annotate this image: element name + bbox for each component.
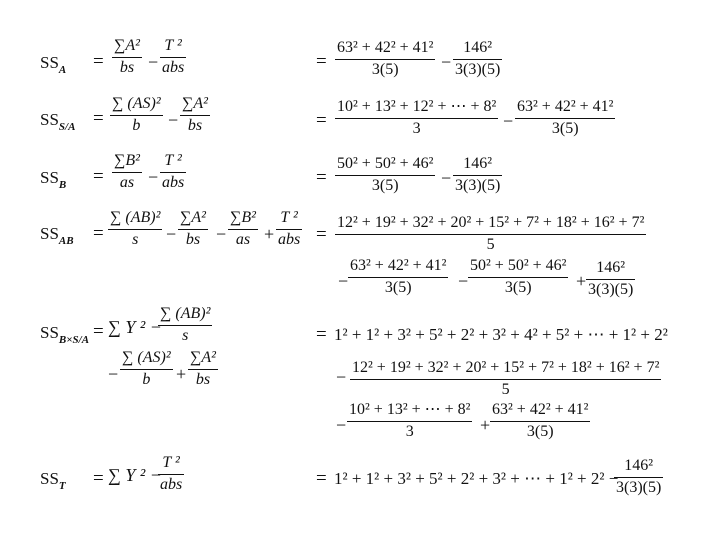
fraction: $\frac{\text{50² + 50² + 46²}}{3(5)}$	[337, 155, 434, 194]
equals-sign: =	[316, 324, 327, 345]
label-ss-t: $SS_T$	[40, 469, 66, 492]
fraction: $\frac{\text{146²}}{3(3)(5)}$	[588, 259, 634, 298]
fraction: T ² abs	[162, 152, 185, 191]
fraction: $\frac{\text{10² + 13² + 12² + ⋯ + 8²}}{3}$	[337, 98, 497, 137]
equals-sign: =	[93, 468, 104, 489]
operator: −	[108, 364, 119, 384]
fraction: $\frac{\text{∑B²}}{as}$	[114, 152, 140, 191]
fraction: T ² abs	[160, 454, 183, 493]
sum-y-squared: ∑ Y ² −	[108, 465, 162, 485]
expression-line: 1² + 1² + 3² + 5² + 2² + 3² + ⋯ + 1² + 2² −	[334, 469, 619, 488]
label-ss-b-x-s-a: $SS_{B\times S/A}$	[40, 323, 90, 346]
sum-y-squared: ∑ Y ² −	[108, 317, 162, 337]
fraction: $\frac{\text{50² + 50² + 46²}}{3(5)}$	[470, 257, 567, 296]
fraction: $\frac{\text{146²}}{3(3)(5)}$	[455, 39, 501, 78]
operator: −	[216, 224, 227, 244]
fraction: $\frac{\text{∑A²}}{bs}$	[190, 349, 216, 388]
operator: −	[336, 367, 347, 387]
equals-sign: =	[93, 51, 104, 72]
operator: −	[148, 52, 159, 72]
label-ss-b: $SS_B$	[40, 168, 67, 191]
fraction: $\frac{\text{63² + 42² + 41²}}{3(5)}$	[350, 257, 447, 296]
operator: −	[503, 111, 514, 131]
label-ss-a: $SS_A$	[40, 53, 67, 76]
operator: +	[264, 224, 275, 244]
operator: +	[576, 271, 587, 291]
operator: +	[176, 364, 187, 384]
fraction: $\frac{\text{10² + 13² + ⋯ + 8²}}{3}$	[349, 401, 471, 440]
equals-sign: =	[93, 321, 104, 342]
operator: −	[441, 52, 452, 72]
fraction: $\frac{\text{12² + 19² + 32² + 20² + 15² + 7² + 18² + 16² + 7²}}{5}$	[337, 214, 645, 253]
fraction: $\frac{\text{146²}}{3(3)(5)}$	[616, 457, 662, 496]
operator: −	[336, 415, 347, 435]
fraction: $\frac{\text{∑A²}}{bs}$	[182, 95, 208, 134]
operator: −	[166, 224, 177, 244]
fraction: $\frac{\text{∑ (AB)²}}{s}$	[160, 305, 211, 344]
equals-sign: =	[93, 223, 104, 244]
fraction: T ² abs	[162, 37, 185, 76]
operator: +	[480, 415, 491, 435]
equals-sign: =	[316, 51, 327, 72]
operator: −	[148, 167, 159, 187]
operator: −	[338, 271, 349, 291]
equals-sign: =	[316, 110, 327, 131]
fraction: $\frac{\text{146²}}{3(3)(5)}$	[455, 155, 501, 194]
label-ss-ab: $SS_{AB}$	[40, 224, 74, 247]
fraction: $\frac{\text{∑ (AS)²}}{b}$	[112, 95, 161, 134]
label-ss-s-a: $SS_{S/A}$	[40, 110, 76, 133]
fraction: $\frac{\text{∑B²}}{as}$	[230, 209, 256, 248]
fraction: $\frac{\text{12² + 19² + 32² + 20² + 15² + 7² + 18² + 16² + 7²}}{5}$	[352, 359, 660, 398]
operator: −	[458, 271, 469, 291]
equals-sign: =	[316, 468, 327, 489]
equals-sign: =	[93, 108, 104, 129]
fraction: $\frac{\text{∑ (AS)²}}{b}$	[122, 349, 171, 388]
fraction: $\frac{\text{∑A²}}{bs}$	[180, 209, 206, 248]
expression-line: 1² + 1² + 3² + 5² + 2² + 3² + 4² + 5² + ⋯ + 1² + 2²	[334, 325, 668, 344]
operator: −	[441, 168, 452, 188]
fraction: $\frac{\text{∑A²}}{bs}$	[114, 37, 140, 76]
equals-sign: =	[93, 166, 104, 187]
equals-sign: =	[316, 167, 327, 188]
operator: −	[168, 110, 179, 130]
fraction: $\frac{\text{∑ (AB)²}}{s}$	[110, 209, 161, 248]
fraction: $\frac{\text{63² + 42² + 41²}}{3(5)}$	[337, 39, 434, 78]
fraction: $\frac{\text{63² + 42² + 41²}}{3(5)}$	[492, 401, 589, 440]
equals-sign: =	[316, 224, 327, 245]
fraction: $\frac{\text{63² + 42² + 41²}}{3(5)}$	[517, 98, 614, 137]
fraction: T ² abs	[278, 209, 301, 248]
